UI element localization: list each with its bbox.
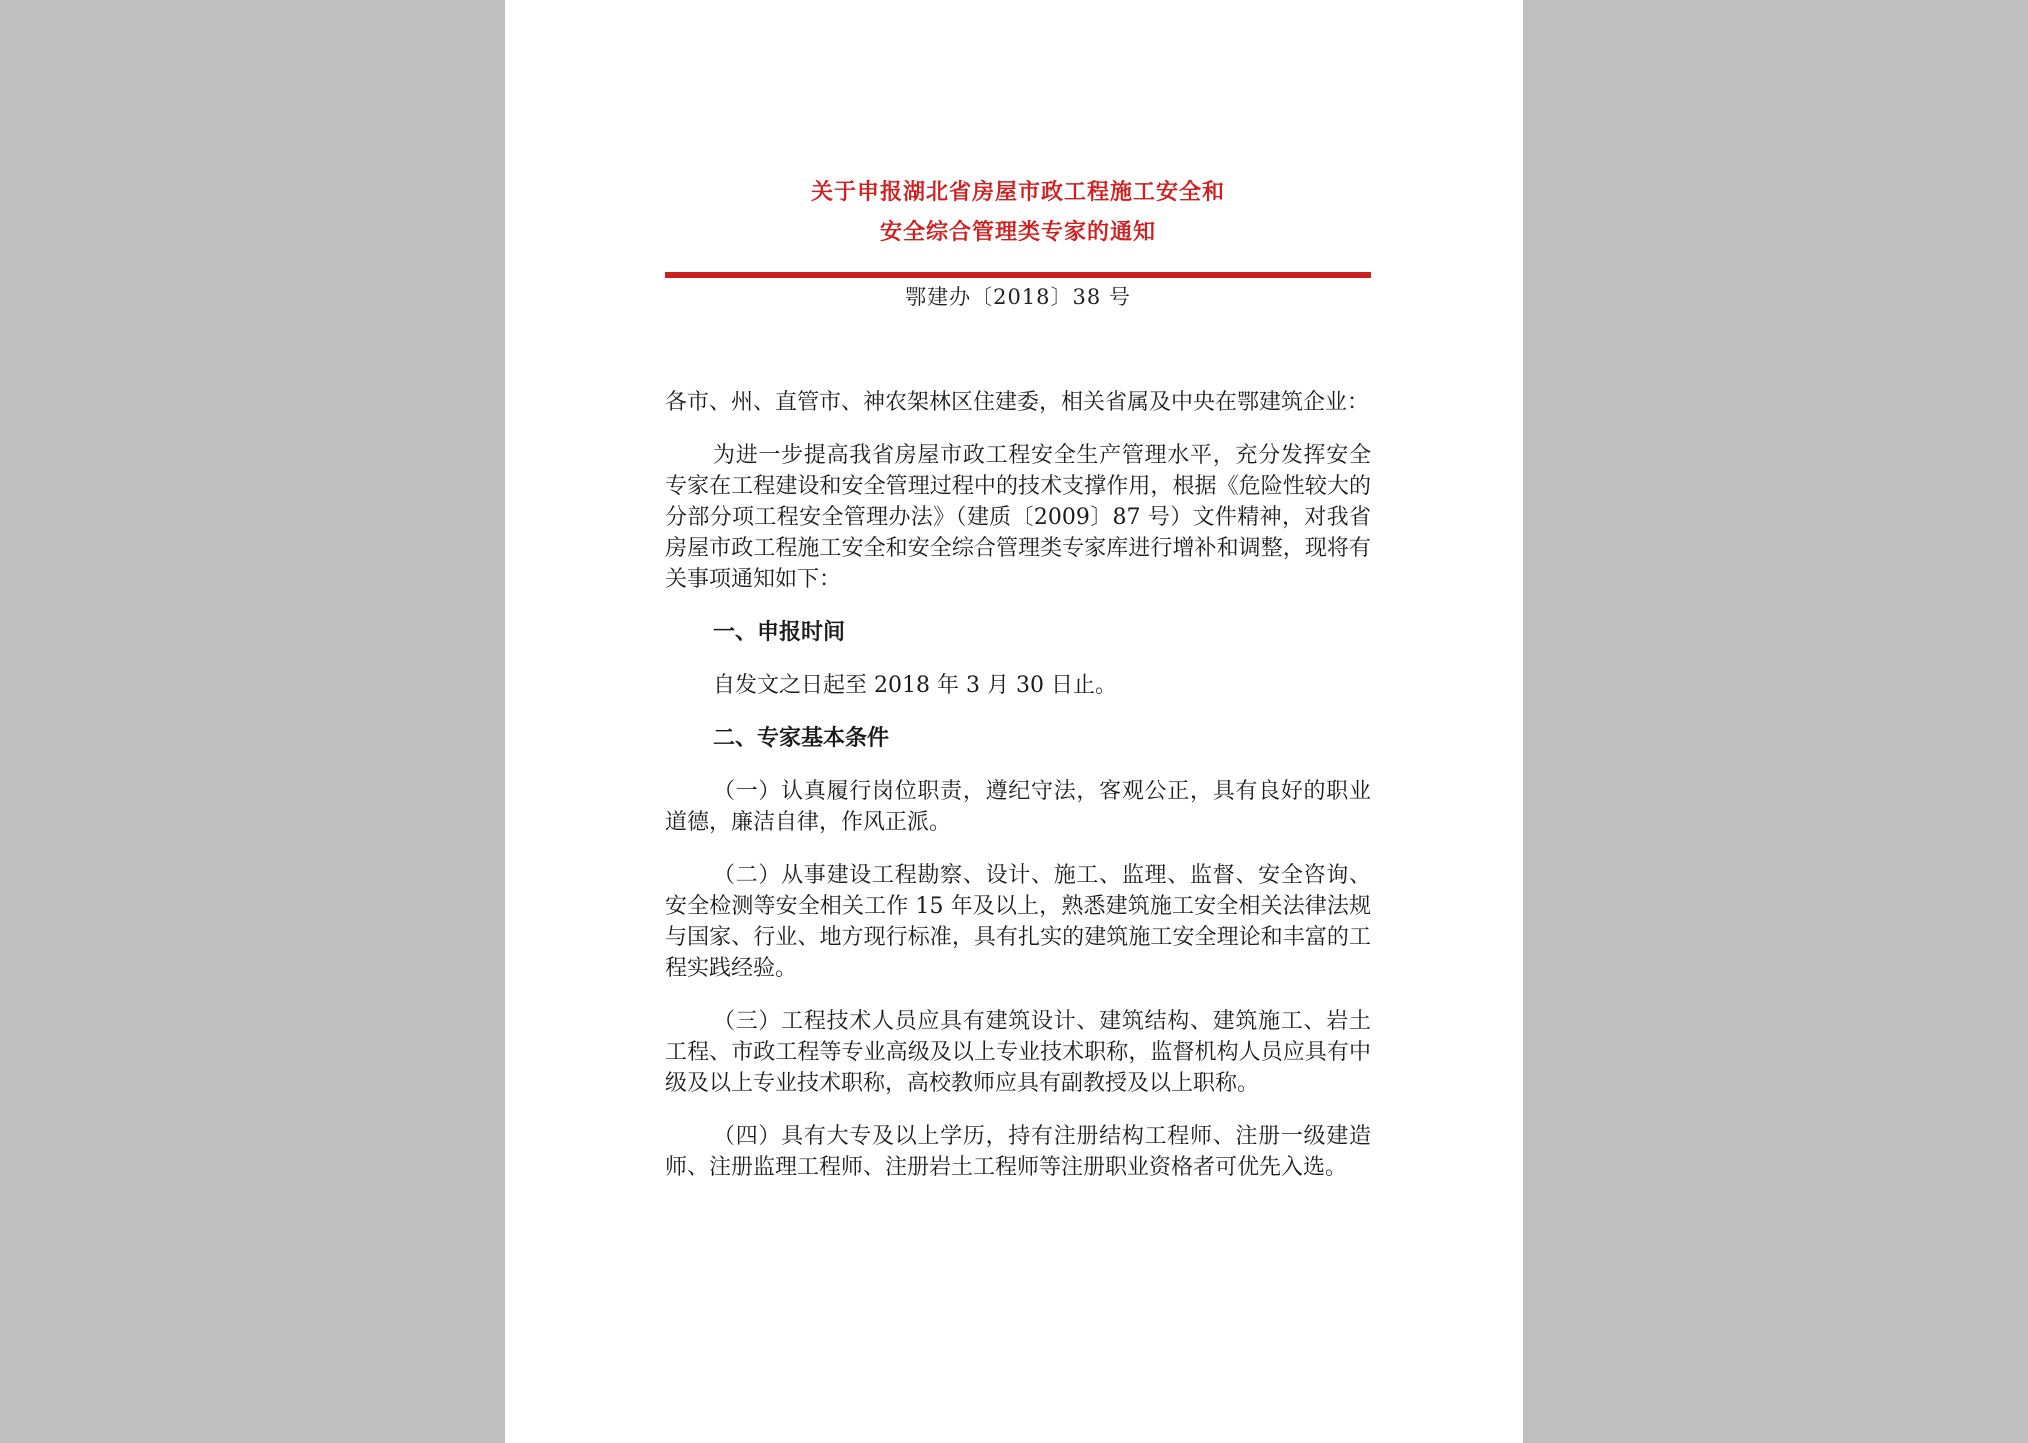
condition-item-3: （三）工程技术人员应具有建筑设计、建筑结构、建筑施工、岩土工程、市政工程等专业高级及以上专业技术职称，监督机构人员应具有中级及以上专业技术职称，高校教师应具有副教授及以上职称。 (665, 1009, 1371, 1096)
condition-item-1: （一）认真履行岗位职责，遵纪守法，客观公正，具有良好的职业道德，廉洁自律，作风正派。 (665, 779, 1371, 835)
addressee: 各市、州、直管市、神农架林区住建委，相关省属及中央在鄂建筑企业： (665, 390, 1370, 415)
section-1-heading: 一、申报时间 (713, 619, 846, 645)
intro-paragraph: 为进一步提高我省房屋市政工程安全生产管理水平，充分发挥安全专家在工程建设和安全管理过程中的技术支撑作用，根据《危险性较大的分部分项工程安全管理办法》（建质〔2009〕87 号）文件精神，对我省房屋市政工程施工安全和安全综合管理类专家库进行增补和调整，现将有关事项通知如下： (665, 443, 1371, 592)
section-2-heading: 二、专家基本条件 (713, 725, 890, 751)
condition-item-2: （二）从事建设工程勘察、设计、施工、监理、监督、安全咨询、安全检测等安全相关工作 15 年及以上，熟悉建筑施工安全相关法律法规与国家、行业、地方现行标准，具有扎实的建筑施工安全理论和丰富的工程实践经验。 (665, 863, 1371, 981)
red-header-rule (665, 272, 1371, 278)
document-number: 鄂建办〔2018〕38 号 (905, 285, 1131, 309)
condition-item-4: （四）具有大专及以上学历，持有注册结构工程师、注册一级建造师、注册监理工程师、注册岩土工程师等注册职业资格者可优先入选。 (665, 1124, 1371, 1180)
document-body (665, 387, 1371, 1205)
title-line-1: 关于申报湖北省房屋市政工程施工安全和 (810, 179, 1225, 205)
document-title (665, 172, 1371, 252)
section-1-text: 自发文之日起至 2018 年 3 月 30 日止。 (713, 673, 1117, 698)
title-line-2: 安全综合管理类专家的通知 (879, 219, 1156, 245)
document-page (505, 0, 1523, 1443)
